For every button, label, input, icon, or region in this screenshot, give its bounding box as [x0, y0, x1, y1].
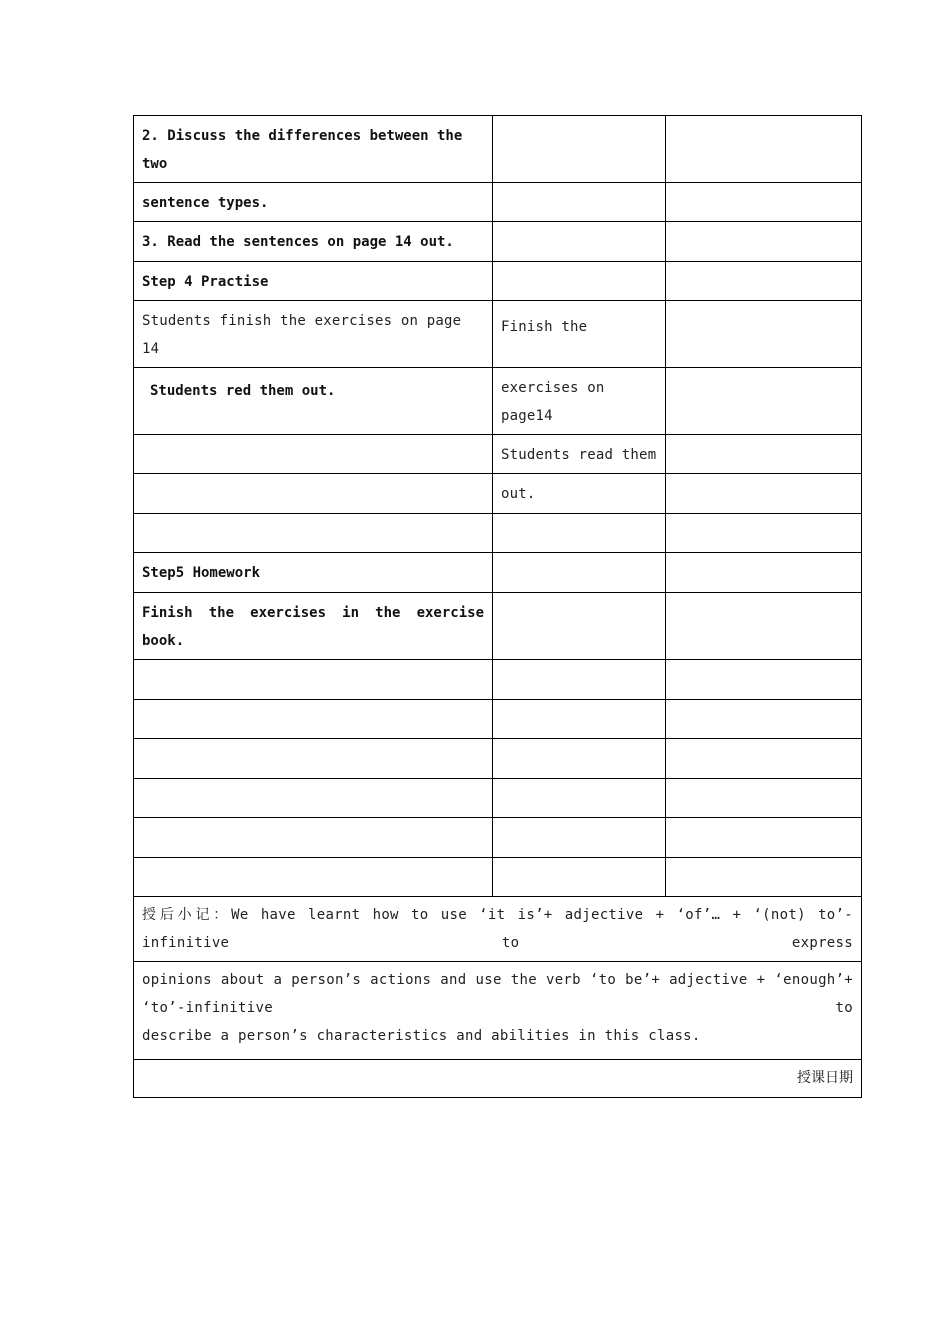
- empty-cell: [493, 779, 666, 818]
- empty-cell: [493, 553, 666, 593]
- notes-line-1: 授后小记：We have learnt how to use ‘it is’+ adjective + ‘of’… + ‘(not) to’-infinitive to express: [142, 907, 853, 951]
- notes-line-3: describe a person’s characteristics and abilities in this class.: [142, 1028, 701, 1044]
- empty-cell: [493, 660, 666, 700]
- table-row: [134, 858, 862, 897]
- empty-cell: [493, 593, 666, 660]
- table-row: [134, 262, 862, 301]
- empty-cell: [666, 474, 862, 514]
- table-row: [134, 183, 862, 222]
- teaching-date-cell: 授课日期: [134, 1060, 862, 1098]
- empty-cell: [666, 553, 862, 593]
- table-row: [134, 700, 862, 739]
- empty-cell: [666, 779, 862, 818]
- empty-cell: [666, 222, 862, 262]
- table-row: [134, 368, 862, 435]
- empty-cell: [134, 700, 493, 739]
- empty-cell: [666, 514, 862, 553]
- empty-cell: [493, 700, 666, 739]
- table-row: [134, 474, 862, 514]
- empty-cell: [666, 435, 862, 474]
- notes-line-2: opinions about a person’s actions and use the verb ‘to be’+ adjective + ‘enough’+ ‘to’-infinitive to: [142, 972, 853, 1016]
- empty-cell: [134, 779, 493, 818]
- step-discuss-cell: 2. Discuss the differences between the two: [134, 116, 493, 183]
- table-row: [134, 593, 862, 660]
- sentence-types-cell: sentence types.: [134, 183, 493, 222]
- empty-cell: [666, 301, 862, 368]
- empty-cell: [666, 660, 862, 700]
- table-row: [134, 739, 862, 779]
- table-row: [134, 435, 862, 474]
- table-row: [134, 116, 862, 183]
- empty-cell: [666, 368, 862, 435]
- table-row: [134, 222, 862, 262]
- empty-cell: [134, 660, 493, 700]
- empty-cell: [666, 818, 862, 858]
- empty-cell: [134, 435, 493, 474]
- empty-cell: [134, 514, 493, 553]
- empty-cell: [666, 700, 862, 739]
- empty-cell: [493, 818, 666, 858]
- footer-row: [134, 1060, 862, 1098]
- lesson-plan-table: [133, 115, 862, 1098]
- table-row: [134, 660, 862, 700]
- empty-cell: [134, 858, 493, 897]
- empty-cell: [134, 818, 493, 858]
- table-row: [134, 779, 862, 818]
- empty-cell: [666, 116, 862, 183]
- practise-instruction-cell: Students finish the exercises on page 14: [134, 301, 493, 368]
- table-row: [134, 514, 862, 553]
- step5-heading: Step5 Homework: [134, 553, 493, 593]
- notes-row: [134, 962, 862, 1060]
- empty-cell: [493, 183, 666, 222]
- homework-cell: Finish the exercises in the exercise book.: [134, 593, 493, 660]
- student-activity-cell: Students read them: [493, 435, 666, 474]
- empty-cell: [134, 474, 493, 514]
- empty-cell: [493, 116, 666, 183]
- empty-cell: [666, 183, 862, 222]
- student-activity-cell: Finish the: [493, 301, 666, 368]
- step4-heading: Step 4 Practise: [134, 262, 493, 301]
- empty-cell: [493, 514, 666, 553]
- empty-cell: [134, 739, 493, 779]
- read-out-cell: Students red them out.: [134, 368, 493, 435]
- student-activity-cell: exercises on page14: [493, 368, 666, 435]
- notes-cell: [134, 897, 862, 962]
- table-row: [134, 301, 862, 368]
- empty-cell: [493, 262, 666, 301]
- empty-cell: [666, 593, 862, 660]
- step-read-cell: 3. Read the sentences on page 14 out.: [134, 222, 493, 262]
- empty-cell: [666, 858, 862, 897]
- empty-cell: [666, 262, 862, 301]
- empty-cell: [493, 858, 666, 897]
- table-row: [134, 818, 862, 858]
- notes-row: [134, 897, 862, 962]
- empty-cell: [493, 222, 666, 262]
- student-activity-cell: out.: [493, 474, 666, 514]
- empty-cell: [666, 739, 862, 779]
- table-row: [134, 553, 862, 593]
- notes-label: 授后小记：: [142, 907, 232, 923]
- notes-continued-cell: [134, 962, 862, 1060]
- empty-cell: [493, 739, 666, 779]
